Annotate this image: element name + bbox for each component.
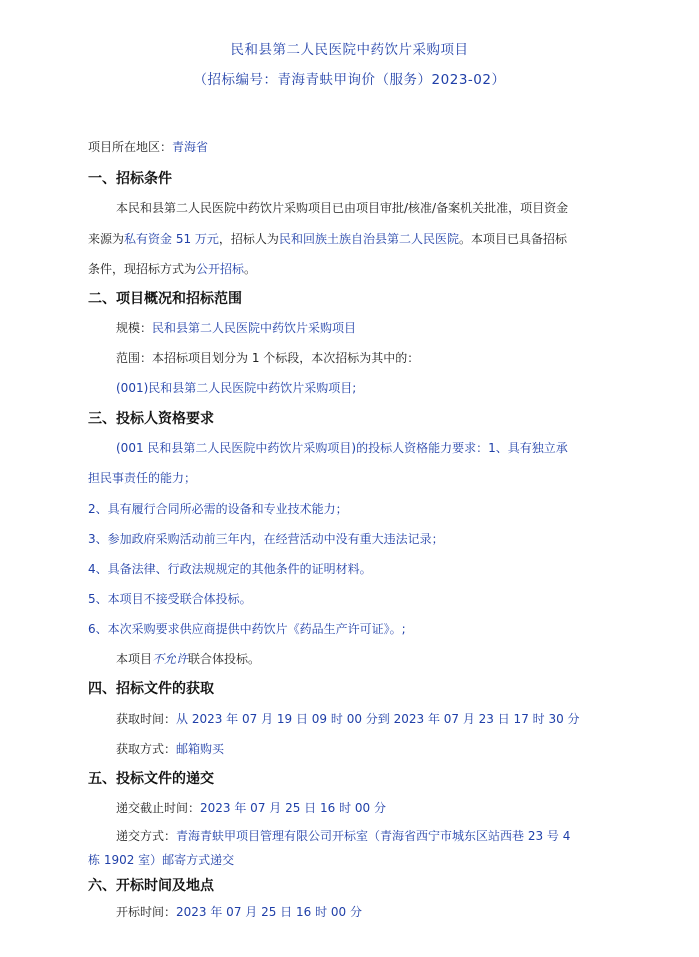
consortium-text-c: 联合体投标。 <box>188 652 261 666</box>
scale-label: 规模： <box>116 321 153 335</box>
tenderer-name: 民和回族土族自治县第二人民医院 <box>278 232 459 246</box>
project-scale <box>116 319 356 336</box>
project-region <box>88 138 208 155</box>
region-value: 青海省 <box>172 140 209 154</box>
s1-l2-text-c: ，招标人为 <box>218 232 279 246</box>
consortium-note <box>116 650 260 667</box>
tender-method: 公开招标 <box>196 262 245 276</box>
tender-number: （招标编号：青海青蚨甲询价（服务）2023-02） <box>193 72 506 88</box>
opening-time-label: 开标时间： <box>116 905 177 919</box>
section-2-heading: 二、项目概况和招标范围 <box>88 291 242 307</box>
section-6-heading: 六、开标时间及地点 <box>88 878 214 894</box>
lot-item: (001)民和县第二人民医院中药饮片采购项目; <box>116 381 357 395</box>
deadline-value: 2023 年 07 月 25 日 16 时 00 分 <box>200 801 386 815</box>
acquire-method-label: 获取方式： <box>116 742 177 756</box>
s1-l2-text-a: 来源为 <box>88 232 125 246</box>
s1-l2-text-e: 。本项目已具备招标 <box>458 232 567 246</box>
section-5-heading: 五、投标文件的递交 <box>88 771 214 787</box>
region-label: 项目所在地区： <box>88 140 173 154</box>
s1-line-1: 本民和县第二人民医院中药饮片采购项目已由项目审批/核准/备案机关批准，项目资金 <box>116 201 569 215</box>
section-3-heading: 三、投标人资格要求 <box>88 411 214 427</box>
submit-method <box>116 827 570 844</box>
project-range: 范围：本招标项目划分为 1 个标段，本次招标为其中的： <box>116 351 420 365</box>
qualification-item-6: 6、本次采购要求供应商提供中药饮片《药品生产许可证》。; <box>88 622 406 636</box>
qualification-item-5: 5、本项目不接受联合体投标。 <box>88 592 252 606</box>
consortium-value: 不允许 <box>152 652 189 666</box>
qualification-item-2: 2、具有履行合同所必需的设备和专业技术能力； <box>88 502 348 516</box>
submit-deadline <box>116 799 386 816</box>
fund-source: 私有资金 51 万元 <box>124 232 219 246</box>
qualification-item-3: 3、参加政府采购活动前三年内，在经营活动中没有重大违法记录； <box>88 532 444 546</box>
section-4-heading: 四、招标文件的获取 <box>88 681 214 697</box>
submit-method-value-2: 栋 1902 室）邮寄方式递交 <box>88 853 235 867</box>
document-title: 民和县第二人民医院中药饮片采购项目 <box>230 42 469 58</box>
s1-line-3 <box>88 260 256 277</box>
doc-acquire-method <box>116 740 224 757</box>
consortium-text-a: 本项目 <box>116 652 153 666</box>
opening-time-value: 2023 年 07 月 25 日 16 时 00 分 <box>176 905 362 919</box>
deadline-label: 递交截止时间： <box>116 801 201 815</box>
opening-time <box>116 903 362 920</box>
acquire-method-value: 邮箱购买 <box>176 742 225 756</box>
qualification-line-1: (001 民和县第二人民医院中药饮片采购项目)的投标人资格能力要求：1、具有独立承 <box>116 441 568 455</box>
qualification-item-4: 4、具备法律、行政法规规定的其他条件的证明材料。 <box>88 562 372 576</box>
s1-line-2 <box>88 230 567 247</box>
scale-value: 民和县第二人民医院中药饮片采购项目 <box>152 321 357 335</box>
doc-acquire-time <box>116 710 580 727</box>
acquire-time-value: 从 2023 年 07 月 19 日 09 时 00 分到 2023 年 07 月 23 日 17 时 30 分 <box>176 712 580 726</box>
section-1-heading: 一、招标条件 <box>88 171 172 187</box>
qualification-line-2: 担民事责任的能力； <box>88 471 197 485</box>
submit-method-label: 递交方式： <box>116 829 177 843</box>
submit-method-value-1: 青海青蚨甲项目管理有限公司开标室（青海省西宁市城东区站西巷 23 号 4 <box>176 829 571 843</box>
acquire-time-label: 获取时间： <box>116 712 177 726</box>
s1-l3-text-c: 。 <box>244 262 257 276</box>
s1-l3-text-a: 条件，现招标方式为 <box>88 262 197 276</box>
